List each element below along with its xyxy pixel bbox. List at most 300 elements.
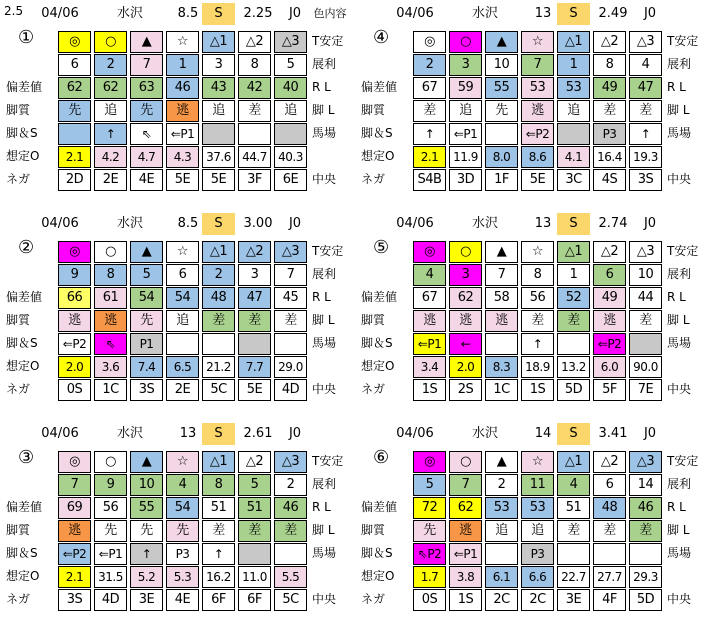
- cell-row1-7: 7: [274, 264, 307, 286]
- cell-dev-6: 49: [593, 77, 626, 99]
- cell-neg-2: 3D: [449, 169, 482, 191]
- cell-marks-4: ☆: [521, 451, 554, 473]
- cell-odds_row-2: 2.0: [449, 356, 482, 378]
- cell-style-1: 先: [58, 100, 91, 122]
- row-right-label-leg: 馬場: [312, 336, 337, 350]
- cell-neg-1: 0S: [58, 379, 91, 401]
- cell-dev-6: 42: [238, 77, 271, 99]
- row-label-dev: 偏差値: [361, 80, 398, 94]
- cell-marks-4: ☆: [166, 31, 199, 53]
- cell-row1-3: 2: [485, 474, 518, 496]
- cell-style-3: 追: [485, 520, 518, 542]
- panel-number: ⑤: [373, 237, 390, 258]
- cell-neg-7: 7E: [629, 379, 662, 401]
- row-label-neg: ネガ: [6, 382, 31, 396]
- row-right-label-marks: T安定: [312, 244, 344, 258]
- cell-row1-2: 3: [449, 54, 482, 76]
- cell-dev-4: 54: [166, 287, 199, 309]
- cell-row1-6: 8: [238, 54, 271, 76]
- cell-neg-2: 1S: [449, 589, 482, 611]
- cell-row1-3: 10: [130, 474, 163, 496]
- cell-odds_row-7: 19.3: [629, 146, 662, 168]
- cell-neg-4: 4E: [166, 589, 199, 611]
- cell-neg-1: S4B: [413, 169, 446, 191]
- cell-marks-3: ▲: [485, 241, 518, 263]
- cell-leg-4: [166, 333, 199, 355]
- cell-marks-4: ☆: [521, 31, 554, 53]
- cell-dev-6: 49: [593, 287, 626, 309]
- cell-neg-2: 1C: [94, 379, 127, 401]
- cell-marks-6: △2: [238, 241, 271, 263]
- cell-odds_row-3: 5.2: [130, 566, 163, 588]
- cell-leg-7: [274, 543, 307, 565]
- race-number: 13: [534, 6, 552, 21]
- row-right-label-style: 脚 L: [667, 103, 690, 117]
- cell-dev-7: 40: [274, 77, 307, 99]
- cell-odds_row-2: 3.8: [449, 566, 482, 588]
- cell-leg-2: ⇖: [94, 333, 127, 355]
- cell-style-7: 差: [629, 310, 662, 332]
- cell-leg-6: [238, 333, 271, 355]
- stability-s-label: S: [214, 426, 223, 441]
- row-right-label-neg: 中央: [312, 592, 337, 606]
- row-right-label-marks: T安定: [312, 454, 344, 468]
- cell-neg-1: 2D: [58, 169, 91, 191]
- cell-row1-7: 5: [274, 54, 307, 76]
- race-odds: 2.61: [243, 426, 273, 441]
- cell-marks-1: ◎: [413, 241, 446, 263]
- stability-s-label: S: [569, 216, 578, 231]
- cell-style-5: 差: [557, 520, 590, 542]
- cell-marks-1: ◎: [413, 451, 446, 473]
- race-odds: 2.49: [598, 6, 628, 21]
- cell-neg-5: 6F: [202, 589, 235, 611]
- cell-neg-4: 1S: [521, 379, 554, 401]
- row-label-style: 脚質: [361, 313, 386, 327]
- cell-row1-3: 7: [130, 54, 163, 76]
- cell-neg-7: 3S: [629, 169, 662, 191]
- cell-dev-3: 63: [130, 77, 163, 99]
- row-right-label-marks: T安定: [667, 454, 699, 468]
- cell-marks-2: ○: [94, 451, 127, 473]
- cell-marks-7: △3: [629, 31, 662, 53]
- cell-odds_row-4: 18.9: [521, 356, 554, 378]
- cell-neg-5: 5E: [202, 169, 235, 191]
- cell-row1-2: 9: [94, 474, 127, 496]
- cell-leg-4: P3: [521, 543, 554, 565]
- cell-odds_row-5: 16.2: [202, 566, 235, 588]
- cell-dev-6: 51: [238, 497, 271, 519]
- cell-dev-3: 55: [485, 77, 518, 99]
- cell-neg-3: 4E: [130, 169, 163, 191]
- cell-dev-4: 54: [166, 497, 199, 519]
- cell-leg-7: [629, 333, 662, 355]
- cell-row1-1: 9: [58, 264, 91, 286]
- cell-neg-4: 2E: [166, 379, 199, 401]
- cell-leg-5: [557, 333, 590, 355]
- cell-row1-6: 5: [238, 474, 271, 496]
- cell-row1-6: 6: [593, 264, 626, 286]
- cell-marks-3: ▲: [130, 241, 163, 263]
- cell-neg-2: 2S: [449, 379, 482, 401]
- cell-dev-5: 43: [202, 77, 235, 99]
- cell-style-7: 追: [274, 100, 307, 122]
- cell-style-5: 差: [202, 520, 235, 542]
- cell-odds_row-3: 6.1: [485, 566, 518, 588]
- cell-marks-5: △1: [557, 241, 590, 263]
- row-right-label-leg: 馬場: [312, 126, 337, 140]
- row-right-label-marks: T安定: [312, 34, 344, 48]
- cell-odds_row-4: 4.3: [166, 146, 199, 168]
- cell-leg-2: ⇐P1: [94, 543, 127, 565]
- cell-dev-7: 47: [629, 77, 662, 99]
- cell-odds_row-7: 29.0: [274, 356, 307, 378]
- cell-style-4: 追: [166, 310, 199, 332]
- race-date: 04/06: [41, 216, 79, 231]
- cell-neg-4: 2C: [521, 589, 554, 611]
- row-label-style: 脚質: [6, 523, 31, 537]
- cell-marks-7: △3: [274, 31, 307, 53]
- cell-neg-3: 2C: [485, 589, 518, 611]
- row-label-style: 脚質: [361, 103, 386, 117]
- cell-style-3: 逃: [485, 310, 518, 332]
- cell-row1-4: 4: [166, 474, 199, 496]
- row-right-label-leg: 馬場: [312, 546, 337, 560]
- cell-row1-7: 10: [629, 264, 662, 286]
- cell-dev-4: 46: [166, 77, 199, 99]
- row-right-label-neg: 中央: [667, 172, 692, 186]
- cell-style-2: 先: [94, 520, 127, 542]
- cell-leg-4: ⇐P2: [521, 123, 554, 145]
- cell-style-5: 追: [202, 100, 235, 122]
- race-date: 04/06: [396, 426, 434, 441]
- cell-dev-7: 44: [629, 287, 662, 309]
- cell-odds_row-6: 16.4: [593, 146, 626, 168]
- cell-marks-7: △3: [629, 241, 662, 263]
- cell-style-4: 追: [521, 520, 554, 542]
- cell-style-4: 逃: [521, 100, 554, 122]
- cell-row1-6: 3: [238, 264, 271, 286]
- cell-leg-6: [238, 123, 271, 145]
- cell-leg-1: ⇖P2: [413, 543, 446, 565]
- cell-marks-2: ○: [449, 31, 482, 53]
- row-label-odds_row: 想定O: [361, 149, 395, 163]
- cell-style-7: 差: [629, 520, 662, 542]
- cell-marks-5: △1: [202, 451, 235, 473]
- cell-style-6: 差: [593, 520, 626, 542]
- cell-leg-4: ⇐P1: [166, 123, 199, 145]
- race-panel-3: [0, 210, 345, 410]
- cell-style-6: 差: [238, 310, 271, 332]
- cell-dev-6: 47: [238, 287, 271, 309]
- cell-odds_row-1: 2.1: [58, 566, 91, 588]
- cell-style-3: 先: [485, 100, 518, 122]
- cell-odds_row-6: 6.0: [593, 356, 626, 378]
- cell-row1-5: 4: [557, 474, 590, 496]
- cell-leg-1: ⇐P2: [58, 543, 91, 565]
- cell-dev-2: 62: [449, 497, 482, 519]
- row-right-label-style: 脚 L: [312, 523, 335, 537]
- race-jo: J0: [643, 6, 657, 21]
- row-label-neg: ネガ: [361, 172, 386, 186]
- cell-row1-2: 2: [94, 54, 127, 76]
- cell-leg-2: ↑: [94, 123, 127, 145]
- row-right-label-marks: T安定: [667, 34, 699, 48]
- cell-style-4: 逃: [166, 100, 199, 122]
- cell-leg-6: [238, 543, 271, 565]
- cell-leg-5: [557, 123, 590, 145]
- cell-marks-7: △3: [274, 451, 307, 473]
- panel-number: ③: [18, 447, 35, 468]
- race-number: 8.5: [177, 216, 199, 231]
- row-right-label-marks: T安定: [667, 244, 699, 258]
- cell-marks-1: ◎: [58, 451, 91, 473]
- cell-dev-3: 58: [485, 287, 518, 309]
- cell-row1-4: 6: [166, 264, 199, 286]
- cell-dev-7: 46: [629, 497, 662, 519]
- race-panel-4: [355, 210, 700, 410]
- row-label-odds_row: 想定O: [361, 569, 395, 583]
- cell-row1-3: 5: [130, 264, 163, 286]
- cell-leg-6: P3: [593, 123, 626, 145]
- cell-leg-3: ⇖: [130, 123, 163, 145]
- cell-row1-7: 2: [274, 474, 307, 496]
- race-venue: 水沢: [471, 426, 498, 441]
- cell-row1-5: 3: [202, 54, 235, 76]
- race-jo: J0: [288, 426, 302, 441]
- cell-style-4: 先: [166, 520, 199, 542]
- panel-number: ④: [373, 27, 390, 48]
- race-odds: 3.00: [243, 216, 273, 231]
- row-right-label-row1: 展利: [312, 477, 337, 491]
- cell-neg-4: 5E: [166, 169, 199, 191]
- cell-marks-4: ☆: [521, 241, 554, 263]
- cell-row1-1: 5: [413, 474, 446, 496]
- cell-marks-7: △3: [274, 241, 307, 263]
- cell-odds_row-7: 40.3: [274, 146, 307, 168]
- cell-leg-5: ↑: [202, 543, 235, 565]
- cell-neg-1: 0S: [413, 589, 446, 611]
- cell-neg-5: 5C: [202, 379, 235, 401]
- race-venue: 水沢: [116, 426, 143, 441]
- cell-dev-1: 66: [58, 287, 91, 309]
- row-label-odds_row: 想定O: [361, 359, 395, 373]
- row-right-label-neg: 中央: [312, 172, 337, 186]
- row-label-neg: ネガ: [361, 592, 386, 606]
- race-jo: J0: [643, 426, 657, 441]
- row-right-label-row1: 展利: [312, 267, 337, 281]
- cell-row1-3: 7: [485, 264, 518, 286]
- row-right-label-neg: 中央: [667, 592, 692, 606]
- cell-dev-1: 62: [58, 77, 91, 99]
- cell-neg-6: 6F: [238, 589, 271, 611]
- cell-row1-7: 14: [629, 474, 662, 496]
- cell-leg-3: [485, 543, 518, 565]
- row-label-dev: 偏差値: [361, 290, 398, 304]
- row-label-neg: ネガ: [361, 382, 386, 396]
- cell-marks-6: △2: [593, 451, 626, 473]
- cell-odds_row-1: 2.1: [413, 146, 446, 168]
- row-right-label-dev: R L: [312, 80, 331, 94]
- cell-odds_row-5: 22.7: [557, 566, 590, 588]
- cell-marks-6: △2: [593, 31, 626, 53]
- row-right-label-leg: 馬場: [667, 546, 692, 560]
- panel-number: ⑥: [373, 447, 390, 468]
- cell-row1-3: 10: [485, 54, 518, 76]
- cell-style-3: 先: [130, 520, 163, 542]
- cell-row1-2: 8: [94, 264, 127, 286]
- race-jo: J0: [288, 216, 302, 231]
- cell-odds_row-1: 1.7: [413, 566, 446, 588]
- cell-row1-4: 11: [521, 474, 554, 496]
- cell-leg-2: ⇐P1: [449, 543, 482, 565]
- cell-dev-4: 53: [521, 77, 554, 99]
- row-right-label-leg: 馬場: [667, 336, 692, 350]
- cell-odds_row-3: 7.4: [130, 356, 163, 378]
- cell-leg-1: ⇐P1: [413, 333, 446, 355]
- row-label-neg: ネガ: [6, 172, 31, 186]
- cell-style-3: 先: [130, 310, 163, 332]
- top-label: 2.5: [4, 4, 24, 18]
- race-date: 04/06: [41, 6, 79, 21]
- race-number: 8.5: [177, 6, 199, 21]
- cell-row1-1: 2: [413, 54, 446, 76]
- row-label-dev: 偏差値: [6, 290, 43, 304]
- cell-marks-3: ▲: [485, 451, 518, 473]
- cell-marks-1: ◎: [413, 31, 446, 53]
- cell-dev-7: 45: [274, 287, 307, 309]
- cell-leg-6: ⇐P2: [593, 333, 626, 355]
- cell-marks-3: ▲: [485, 31, 518, 53]
- row-right-label-style: 脚 L: [667, 523, 690, 537]
- cell-style-1: 先: [413, 520, 446, 542]
- cell-leg-5: [557, 543, 590, 565]
- cell-odds_row-4: 6.6: [521, 566, 554, 588]
- cell-dev-3: 54: [130, 287, 163, 309]
- race-date: 04/06: [396, 216, 434, 231]
- cell-style-3: 先: [130, 100, 163, 122]
- cell-row1-5: 2: [202, 264, 235, 286]
- cell-style-1: 逃: [58, 520, 91, 542]
- panel-number: ①: [18, 27, 35, 48]
- cell-neg-3: 1C: [485, 379, 518, 401]
- cell-neg-6: 3F: [238, 169, 271, 191]
- cell-neg-7: 5D: [629, 589, 662, 611]
- row-label-odds_row: 想定O: [6, 149, 40, 163]
- cell-leg-1: [58, 123, 91, 145]
- cell-neg-2: 2E: [94, 169, 127, 191]
- cell-dev-5: 52: [557, 287, 590, 309]
- cell-marks-4: ☆: [166, 241, 199, 263]
- race-date: 04/06: [396, 6, 434, 21]
- row-right-label-leg: 馬場: [667, 126, 692, 140]
- row-right-label-dev: R L: [312, 290, 331, 304]
- cell-odds_row-3: 4.7: [130, 146, 163, 168]
- cell-neg-3: 1F: [485, 169, 518, 191]
- cell-dev-3: 55: [130, 497, 163, 519]
- cell-neg-6: 5F: [593, 379, 626, 401]
- row-label-style: 脚質: [361, 523, 386, 537]
- cell-marks-5: △1: [202, 31, 235, 53]
- row-right-label-row1: 展利: [667, 267, 692, 281]
- cell-dev-7: 46: [274, 497, 307, 519]
- cell-dev-4: 56: [521, 287, 554, 309]
- cell-style-5: 差: [202, 310, 235, 332]
- cell-marks-2: ○: [94, 31, 127, 53]
- cell-leg-7: [274, 123, 307, 145]
- panel-number: ②: [18, 237, 35, 258]
- cell-dev-1: 67: [413, 287, 446, 309]
- cell-row1-1: 7: [58, 474, 91, 496]
- cell-leg-6: [593, 543, 626, 565]
- cell-odds_row-1: 3.4: [413, 356, 446, 378]
- row-label-odds_row: 想定O: [6, 359, 40, 373]
- cell-style-2: 逃: [449, 520, 482, 542]
- row-label-leg: 脚＆S: [361, 336, 393, 350]
- row-right-label-dev: R L: [667, 80, 686, 94]
- cell-odds_row-2: 11.9: [449, 146, 482, 168]
- row-right-label-neg: 中央: [312, 382, 337, 396]
- cell-neg-6: 4S: [593, 169, 626, 191]
- race-panel-6: [355, 420, 700, 620]
- cell-marks-2: ○: [449, 241, 482, 263]
- cell-odds_row-6: 7.7: [238, 356, 271, 378]
- cell-marks-2: ○: [94, 241, 127, 263]
- cell-odds_row-3: 8.3: [485, 356, 518, 378]
- cell-odds_row-6: 44.7: [238, 146, 271, 168]
- cell-style-1: 差: [413, 100, 446, 122]
- race-odds: 2.74: [598, 216, 628, 231]
- cell-dev-4: 53: [521, 497, 554, 519]
- cell-marks-3: ▲: [130, 451, 163, 473]
- race-venue: 水沢: [116, 216, 143, 231]
- cell-neg-3: 3E: [130, 589, 163, 611]
- cell-neg-5: 3C: [557, 169, 590, 191]
- cell-odds_row-5: 21.2: [202, 356, 235, 378]
- cell-leg-3: [485, 123, 518, 145]
- cell-leg-2: ←: [449, 333, 482, 355]
- race-odds: 2.25: [243, 6, 273, 21]
- race-venue: 水沢: [471, 216, 498, 231]
- cell-odds_row-1: 2.0: [58, 356, 91, 378]
- cell-style-6: 差: [238, 520, 271, 542]
- cell-dev-2: 59: [449, 77, 482, 99]
- cell-dev-1: 67: [413, 77, 446, 99]
- cell-marks-7: △3: [629, 451, 662, 473]
- cell-row1-7: 4: [629, 54, 662, 76]
- race-number: 14: [534, 426, 552, 441]
- row-label-leg: 脚＆S: [6, 126, 38, 140]
- row-label-style: 脚質: [6, 103, 31, 117]
- cell-neg-7: 4D: [274, 379, 307, 401]
- row-label-leg: 脚＆S: [6, 336, 38, 350]
- cell-dev-2: 61: [94, 287, 127, 309]
- race-venue: 水沢: [116, 6, 143, 21]
- row-right-label-dev: R L: [667, 290, 686, 304]
- cell-style-1: 逃: [58, 310, 91, 332]
- row-label-odds_row: 想定O: [6, 569, 40, 583]
- cell-row1-5: 1: [557, 264, 590, 286]
- row-right-label-row1: 展利: [667, 57, 692, 71]
- cell-style-6: 差: [238, 100, 271, 122]
- cell-marks-1: ◎: [58, 31, 91, 53]
- cell-style-2: 逃: [449, 310, 482, 332]
- cell-style-2: 追: [94, 100, 127, 122]
- cell-marks-6: △2: [238, 31, 271, 53]
- race-panel-2: [355, 0, 700, 200]
- cell-dev-2: 62: [94, 77, 127, 99]
- cell-odds_row-1: 2.1: [58, 146, 91, 168]
